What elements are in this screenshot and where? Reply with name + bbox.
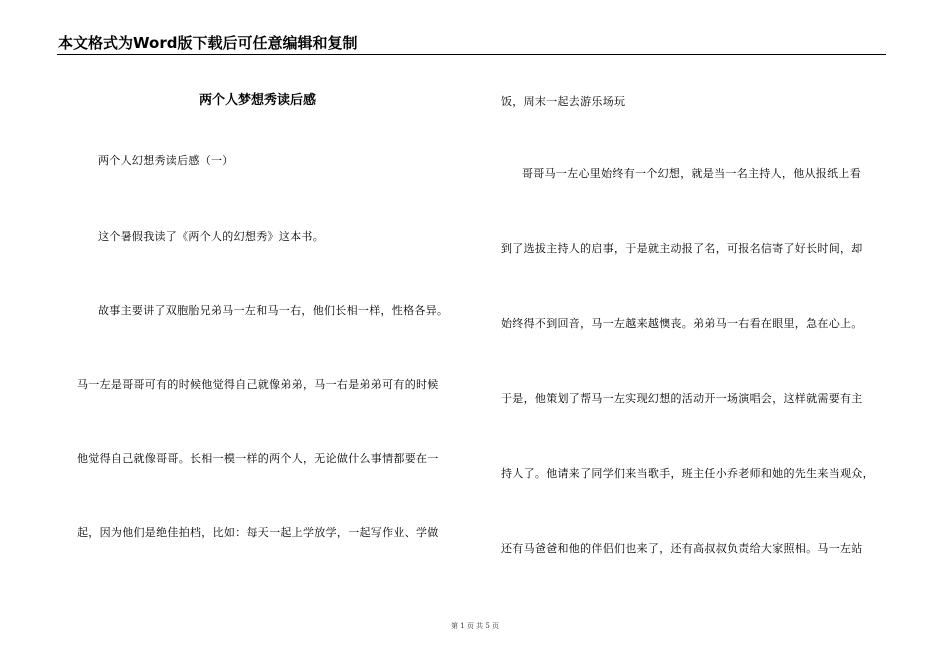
right-paragraph-line: 始终得不到回音，马一左越来越懊丧。弟弟马一右看在眼里，急在心上。 (501, 317, 863, 330)
right-paragraph-line: 到了选拔主持人的启事，于是就主动报了名，可报名信寄了好长时间，却 (501, 242, 863, 255)
document-title: 两个人梦想秀读后感 (199, 93, 317, 108)
left-paragraph-line: 故事主要讲了双胞胎兄弟马一左和马一右，他们长相一样，性格各异。 (98, 304, 449, 317)
left-paragraph-line: 马一左是哥哥可有的时候他觉得自己就像弟弟，马一右是弟弟可有的时候 (77, 378, 439, 391)
right-paragraph-line: 还有马爸爸和他的伴侣们也来了，还有高叔叔负责给大家照相。马一左站 (501, 542, 863, 555)
page-indicator: 第 1 页 共 5 页 (450, 622, 500, 630)
header-divider (57, 54, 886, 55)
left-paragraph-line: 起，因为他们是绝佳拍档，比如：每天一起上学放学，一起写作业、学做 (77, 526, 439, 539)
right-paragraph-line: 饭，周末一起去游乐场玩 (501, 95, 626, 108)
right-paragraph-line: 哥哥马一左心里始终有一个幻想，就是当一名主持人，他从报纸上看 (522, 167, 861, 180)
left-paragraph-line: 这个暑假我读了《两个人的幻想秀》这本书。 (98, 230, 324, 243)
left-paragraph-line: 两个人幻想秀读后感（一） (98, 154, 234, 167)
right-paragraph-line: 于是，他策划了帮马一左实现幻想的活动开一场演唱会，这样就需要有主 (501, 392, 863, 405)
header-banner: 本文格式为Word版下载后可任意编辑和复制 (58, 34, 358, 52)
left-paragraph-line: 他觉得自己就像哥哥。长相一模一样的两个人，无论做什么事情都要在一 (77, 452, 439, 465)
right-paragraph-line: 持人了。他请来了同学们来当歌手，班主任小乔老师和她的先生来当观众， (501, 467, 874, 480)
